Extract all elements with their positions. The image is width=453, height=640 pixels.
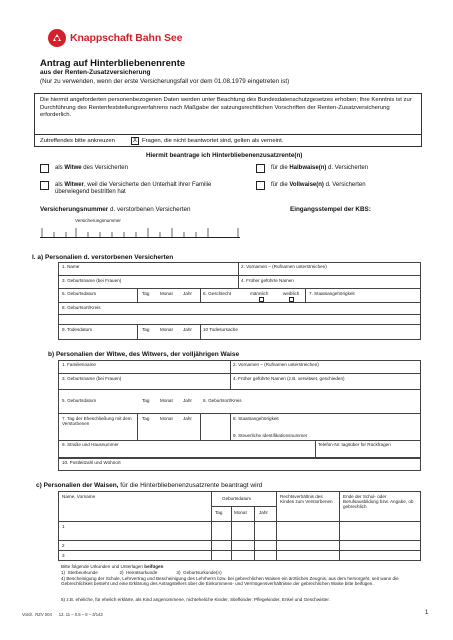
a-geburtsort-label: 8. Geburtsort/Kreis (62, 305, 101, 310)
c-row-1: 1 (62, 524, 65, 529)
c-ende-col: Ende der Schul- oder Berufsausbildung bzw. Angabe, ob gebrechlich (343, 494, 414, 510)
a-monat-label: Monat (160, 291, 173, 296)
b-geburtsort-label: 6. Geburtsort/Kreis (203, 398, 242, 403)
b-frueher-label: 4. Früher geführte Namen (z.B. verwitwet, geschieden) (233, 376, 345, 381)
b-steuer-label: 9. Steuerliche Identifikationsnummer (233, 433, 308, 438)
a-geburtsdatum-label: 5. Geburtsdatum (62, 291, 97, 296)
c-geburtsdatum-col: Geburtsdatum (222, 496, 252, 501)
option-witwe-label: als Witwe des Versicherten (55, 165, 128, 171)
attachment-line-1: 1) Sterbeurkunde 2) Heiratsurkunde 3) Geburtsurkunde(n) (61, 570, 222, 575)
a-tag2-label: Tag (142, 327, 150, 332)
b-telefon-label: Telefon-Nr. tagsüber für Rückfragen (318, 442, 391, 447)
a-maennlich-label: männlich (250, 291, 269, 296)
a-jahr2-label: Jahr (183, 327, 192, 332)
privacy-notice-text: Die hiermit angeforderten personenbezogenen Daten werden unter Beachtung des Bundesdatenschutzgesetzes erhoben; Ihre Kenntnis ist zur Durchführung des Rentenfeststellungsverfahrens nach Maßgabe der satzungsrechtlichen Vorschriften der Renten-Zusatzversicherung erforderlich. (40, 97, 412, 119)
section-b-title: b) Personalien der Witwe, des Witwers, der volljährigen Waise (48, 351, 240, 358)
tick-instruction-text: Zutreffendes bitte ankreuzen (40, 137, 115, 144)
option-vollwaise-label: für die Vollwaise(n) d. Versicherten (271, 182, 366, 188)
b-geburtsdatum-label: 5. Geburtsdatum (62, 398, 97, 403)
brand-name: Knappschaft Bahn See (70, 32, 183, 44)
attachment-line-4: 4) Bescheinigung der Schule, Lehrvertrag und Bescheinigung des Lehrherrn bzw. bei gebrechlichen Waisen ein ärztliches Zeugnis, aus dem hervorgeht, seit wann die Gebrechlichkeit besteht und eine Erklärung des Antragstellers über die Einkommens- und Vermögensverhältnisse der gebrechlichen Waise bitte beifügen. (61, 576, 399, 587)
b-monat-label: Monat (160, 398, 173, 403)
c-row-2: 2 (62, 543, 65, 548)
c-jahr-col: Jahr (259, 510, 268, 515)
b-monat2-label: Monat (160, 416, 173, 421)
a-staatsang-label: 7. Staatsangehörigkeit (309, 291, 355, 296)
a-name-label: 1. Name (62, 264, 80, 269)
request-title: Hiermit beantrage ich Hinterbliebenenzusatzrente(n) (146, 152, 303, 159)
option-halbwaise-label: für die Halbwaise(n) d. Versicherten (271, 165, 369, 171)
b-strasse-label: 9. Straße und Hausnummer (62, 442, 119, 447)
c-rechts-col: Rechtsverhältnis des Kindes zum Verstorbenen (280, 494, 333, 505)
receipt-stamp-label: Eingangsstempel der KBS: (290, 206, 371, 213)
page-title: Antrag auf Hinterbliebenenrente (40, 58, 186, 69)
tick-instruction (34, 135, 422, 147)
tick-instruction-note: Fragen, die nicht beantwortet sind, gelten als verneint. (142, 137, 284, 144)
page-subtitle: aus der Renten-Zusatzversicherung (40, 69, 151, 76)
insurance-number-heading: Versicherungsnummer d. verstorbenen Versicherten (40, 206, 191, 213)
footer-code: Vordr. RZV 004 12. 11 – 0.5 – 8 – 3/143 (22, 612, 103, 617)
option-witwer-label: als Witwer, weil die Versicherte den Unterhalt ihrer Familie überwiegend bestritten hat (55, 182, 212, 195)
c-tag-col: Tag (215, 510, 223, 515)
c-row-3: 3 (62, 553, 65, 558)
b-plz-label: 10. Postleitzahl und Wohnort (62, 460, 121, 465)
brand-logo-icon (48, 29, 66, 47)
option-vollwaise-checkbox[interactable] (256, 181, 265, 190)
a-geburtsname-label: 3. Geburtsname (bei Frauen) (62, 278, 122, 283)
privacy-notice (34, 93, 422, 135)
option-witwe-checkbox[interactable] (40, 164, 49, 173)
b-familienname-label: 1. Familienname (62, 362, 96, 367)
a-tag-label: Tag (142, 291, 150, 296)
attachments-intro: Bitte folgende Urkunden und Unterlagen beifügen (61, 564, 164, 569)
b-vornamen-label: 2. Vornamen – (Rufnamen unterstreichen) (233, 362, 319, 367)
b-jahr2-label: Jahr (183, 416, 192, 421)
a-todesursache-label: 10 Todesursache (203, 327, 238, 332)
page-note: (Nur zu verwenden, wenn der erste Versicherungsfall vor dem 01.08.1979 eingetreten ist) (40, 78, 290, 85)
a-monat2-label: Monat (160, 327, 173, 332)
a-frueher-label: 4. Früher geführte Namen (241, 278, 294, 283)
insurance-number-sublabel: Versicherungsnummer (75, 218, 121, 223)
section-a-title: I. a) Personalien d. verstorbenen Versicherten (32, 254, 174, 261)
insurance-number-field[interactable] (40, 226, 240, 238)
a-maennlich-checkbox[interactable] (259, 297, 264, 302)
c-monat-col: Monat (234, 510, 247, 515)
b-tag2-label: Tag (142, 416, 150, 421)
a-todesdatum-label: 9. Todesdatum (62, 327, 93, 332)
attachment-line-5: 5) z.B. eheliche, für ehelich erklärte, als Kind angenommene, nichteheliche Kinder, Stiefkinder, Pflegekinder, Enkel und Geschwister. (61, 597, 330, 602)
page-number: 1 (425, 610, 429, 616)
a-weiblich-label: weiblich (283, 291, 300, 296)
section-a-form (58, 262, 421, 340)
a-jahr-label: Jahr (183, 291, 192, 296)
b-staatsang-label: 8. Staatsangehörigkeit (233, 416, 279, 421)
b-geburtsname-label: 3. Geburtsname (bei Frauen) (62, 376, 122, 381)
a-geschlecht-label: 6. Geschlecht (203, 291, 232, 296)
tick-example-box: X (132, 138, 137, 144)
c-name-col: Name, Vorname (62, 494, 96, 499)
b-ehe-label: 7. Tag der Eheschließung mit dem Verstorbenen (62, 416, 132, 427)
section-c-title: c) Personalien der Waisen, für die Hinterbliebenenzusatzrente beantragt wird (36, 482, 263, 489)
b-jahr-label: Jahr (183, 398, 192, 403)
a-weiblich-checkbox[interactable] (289, 297, 294, 302)
option-halbwaise-checkbox[interactable] (256, 164, 265, 173)
option-witwer-checkbox[interactable] (40, 181, 49, 190)
a-vornamen-label: 2. Vornamen – (Rufnamen unterstreichen) (241, 264, 327, 269)
b-tag-label: Tag (142, 398, 150, 403)
